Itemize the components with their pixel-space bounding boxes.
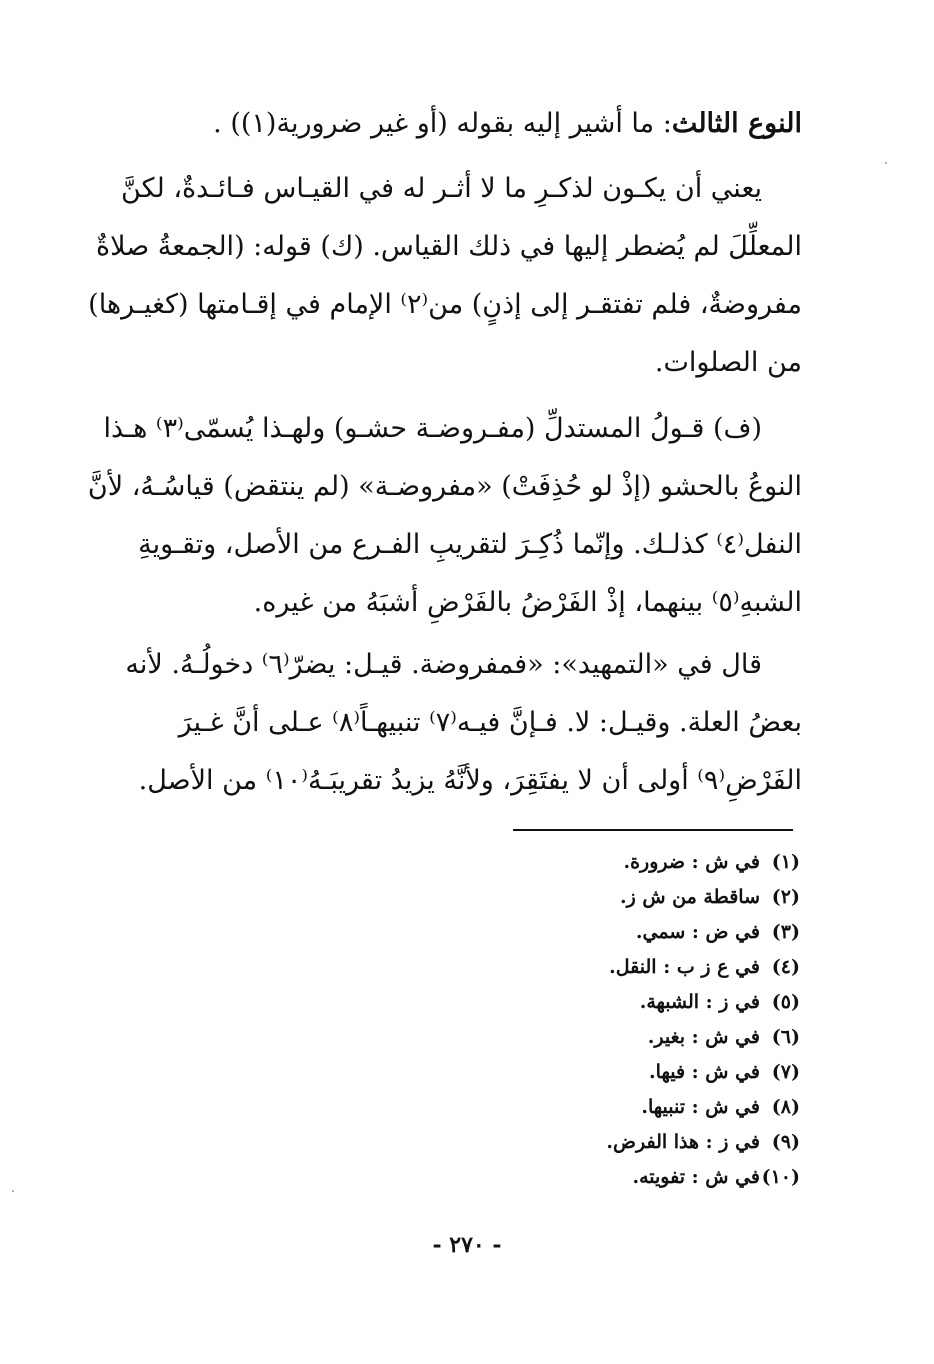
paragraph-line: النوعُ بالحشو (إذْ لو حُذِفَتْ) «مفروضـة» (لم ينتقض) قياسُـهُ، لأنَّ (87, 471, 802, 502)
scan-speck (12, 1190, 14, 1192)
footnote-number: (١٠) (761, 1166, 800, 1188)
footnote-text: في ع ز ب : النقل. (609, 956, 760, 978)
heading-label: النوع الثالث (671, 108, 802, 139)
paragraph-line: بعضُ العلة. وقيـل: لا. فـإنَّ فيـه⁽٧⁾ تنبيهـاً⁽٨⁾ عـلى أنَّ غـيرَ (178, 707, 802, 738)
footnote-number: (٨) (771, 1096, 800, 1118)
footnote-item (480, 1160, 800, 1195)
footnote-text: في ش : تفويته. (632, 1166, 760, 1188)
footnote-text: في ض : سمي. (635, 921, 760, 943)
heading-footnote-ref: (١) (240, 108, 277, 139)
footnote-number: (٣) (771, 921, 800, 943)
paragraph-1 (88, 160, 802, 392)
footnote-text: في ز : الشبهة. (639, 991, 760, 1013)
footnote-item (480, 950, 800, 985)
paragraph-2 (87, 400, 802, 632)
scan-speck (885, 162, 887, 164)
footnote-text: في ش : ضرورة. (623, 851, 760, 873)
footnote-item (480, 845, 800, 880)
footnote-text: في ش : فيها. (649, 1061, 760, 1083)
paragraph-3 (112, 636, 802, 810)
footnote-number: (٤) (771, 956, 800, 978)
paragraph-line: النفل⁽٤⁾ كذلـك. وإنّما ذُكِـرَ لتقريبِ الفـرع من الأصل، وتقـويةِ (138, 529, 802, 560)
paragraph-line: (ف) قـولُ المستدلِّ (مفـروضـة حشـو) ولهـذا يُسمّى⁽٣⁾ هـذا (103, 413, 762, 444)
paragraph-line: قال في «التمهيد»: «فمفروضة. قيـل: يضرّ⁽٦⁾ دخولُـهُ. لأنه (125, 649, 762, 680)
paragraph-line: مفروضةٌ، فلم تفتقـر إلى إذنٍ) من⁽٢⁾ الإمام في إقـامتها (كغيـرها) (88, 289, 802, 320)
footnote-text: في ز : هذا الفرض. (606, 1131, 760, 1153)
footnote-item (480, 985, 800, 1020)
paragraph-line: يعني أن يكـون لذكـرِ ما لا أثـر له في القيـاس فـائـدةٌ، لكنَّ (121, 173, 762, 204)
footnote-item (480, 880, 800, 915)
footnote-number: (٢) (771, 886, 800, 908)
footnote-text: في ش : بغير. (647, 1026, 760, 1048)
footnote-number: (٥) (771, 991, 800, 1013)
footnote-text: ساقطة من ش ز. (619, 886, 760, 908)
section-heading (112, 95, 802, 153)
heading-end: ) . (213, 108, 241, 139)
footnotes-list (480, 845, 800, 1195)
footnote-item (480, 1055, 800, 1090)
paragraph-line: الفَرْضِ⁽٩⁾ أولى أن لا يفتَقِرَ، ولأنَّهُ يزيدُ تقريبَـهُ⁽١٠⁾ من الأصل. (138, 765, 802, 796)
page-number: - ٢٧٠ - (432, 1232, 502, 1258)
footnote-number: (١) (771, 851, 800, 873)
paragraph-line: المعلِّلَ لم يُضطر إليها في ذلك القياس. (ك) قوله: (الجمعةُ صلاةٌ (96, 231, 802, 262)
footnote-number: (٧) (771, 1061, 800, 1083)
paragraph-line: من الصلوات. (654, 347, 802, 378)
footnote-number: (٩) (771, 1131, 800, 1153)
footnote-item (480, 915, 800, 950)
footnote-text: في ش : تنبيها. (641, 1096, 760, 1118)
footnote-item (480, 1090, 800, 1125)
footnote-divider (513, 829, 793, 831)
paragraph-line: الشبهِ⁽٥⁾ بينهما، إذْ الفَرْضُ بالفَرْضِ أشبَهُ من غيره. (253, 587, 802, 618)
heading-line (112, 95, 802, 153)
heading-text: : ما أشير إليه بقوله (أو غير ضرورية (276, 108, 672, 139)
footnote-number: (٦) (771, 1026, 800, 1048)
footnote-item (480, 1020, 800, 1055)
footnote-item (480, 1125, 800, 1160)
